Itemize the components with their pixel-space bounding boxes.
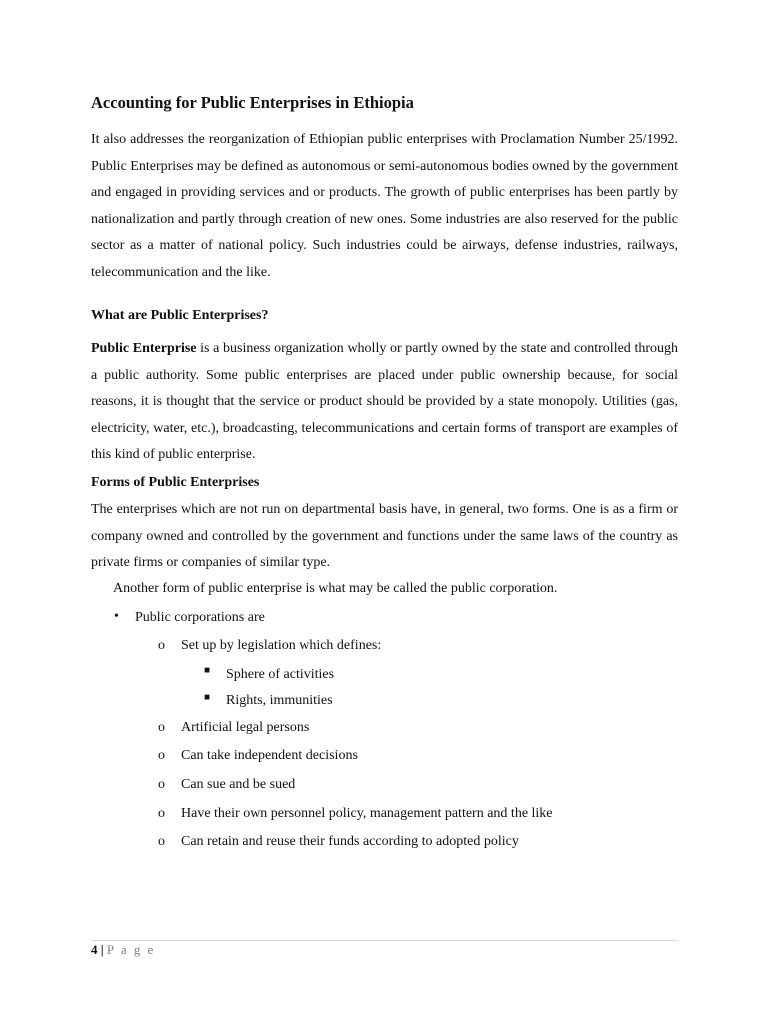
another-form-text: Another form of public enterprise is what may be called the public corporation. xyxy=(113,581,558,596)
footer-divider xyxy=(91,940,678,941)
sub-sub-item-rights: Rights, immunities xyxy=(226,693,333,708)
circle-bullet-icon: o xyxy=(158,748,165,763)
sub-item-artificial: Artificial legal persons xyxy=(181,720,310,735)
circle-bullet-icon: o xyxy=(158,777,165,792)
circle-bullet-icon: o xyxy=(158,720,165,735)
bullet-public-corporations: Public corporations are xyxy=(135,610,265,625)
definition-term: Public Enterprise xyxy=(91,341,197,356)
bullet-disc-icon: • xyxy=(114,609,119,624)
page-footer xyxy=(91,942,155,958)
page-number: 4 xyxy=(91,942,98,957)
square-bullet-icon: ■ xyxy=(204,665,211,676)
definition-text: is a business organization wholly or partly owned by the state and controlled through a public authority. Some public enterprises are placed under public ownership because, for social reasons, it is thought that the service or product should be provided by a state monopoly. Utilities (gas, electricity, water, etc.), broadcasting, telecommunications and certain forms of transport are examples of this kind of public enterprise. xyxy=(91,341,678,462)
sub-item-sue: Can sue and be sued xyxy=(181,777,296,792)
section-heading-what-are-public-enterprises: What are Public Enterprises? xyxy=(91,308,269,323)
sub-item-decisions: Can take independent decisions xyxy=(181,748,358,763)
square-bullet-icon: ■ xyxy=(204,692,211,703)
sub-item-funds: Can retain and reuse their funds according to adopted policy xyxy=(181,834,519,849)
circle-bullet-icon: o xyxy=(158,638,165,653)
circle-bullet-icon: o xyxy=(158,806,165,821)
footer-separator: | xyxy=(97,942,107,957)
sub-item-legislation: Set up by legislation which defines: xyxy=(181,638,382,653)
intro-paragraph: It also addresses the reorganization of Ethiopian public enterprises with Proclamation Number 25/1992. Public Enterprises may be defined as autonomous or semi-autonomous bodies owned by the government and engaged in providing services and or products. The growth of public enterprises has been partly by nationalization and partly through creation of new ones. Some industries are also reserved for the public sector as a matter of national policy. Such industries could be airways, defense industries, railways, telecommunication and the like. xyxy=(91,132,678,280)
sub-item-personnel: Have their own personnel policy, management pattern and the like xyxy=(181,806,553,821)
document-title: Accounting for Public Enterprises in Ethiopia xyxy=(91,93,414,112)
section-heading-forms-of-public-enterprises: Forms of Public Enterprises xyxy=(91,475,260,490)
forms-paragraph: The enterprises which are not run on departmental basis have, in general, two forms. One is as a firm or company owned and controlled by the government and functions under the same laws of the country as private firms or companies of similar type. xyxy=(91,502,678,570)
page-label: P a g e xyxy=(106,942,156,957)
public-enterprise-definition xyxy=(91,336,678,469)
circle-bullet-icon: o xyxy=(158,834,165,849)
sub-sub-item-sphere: Sphere of activities xyxy=(226,667,335,682)
